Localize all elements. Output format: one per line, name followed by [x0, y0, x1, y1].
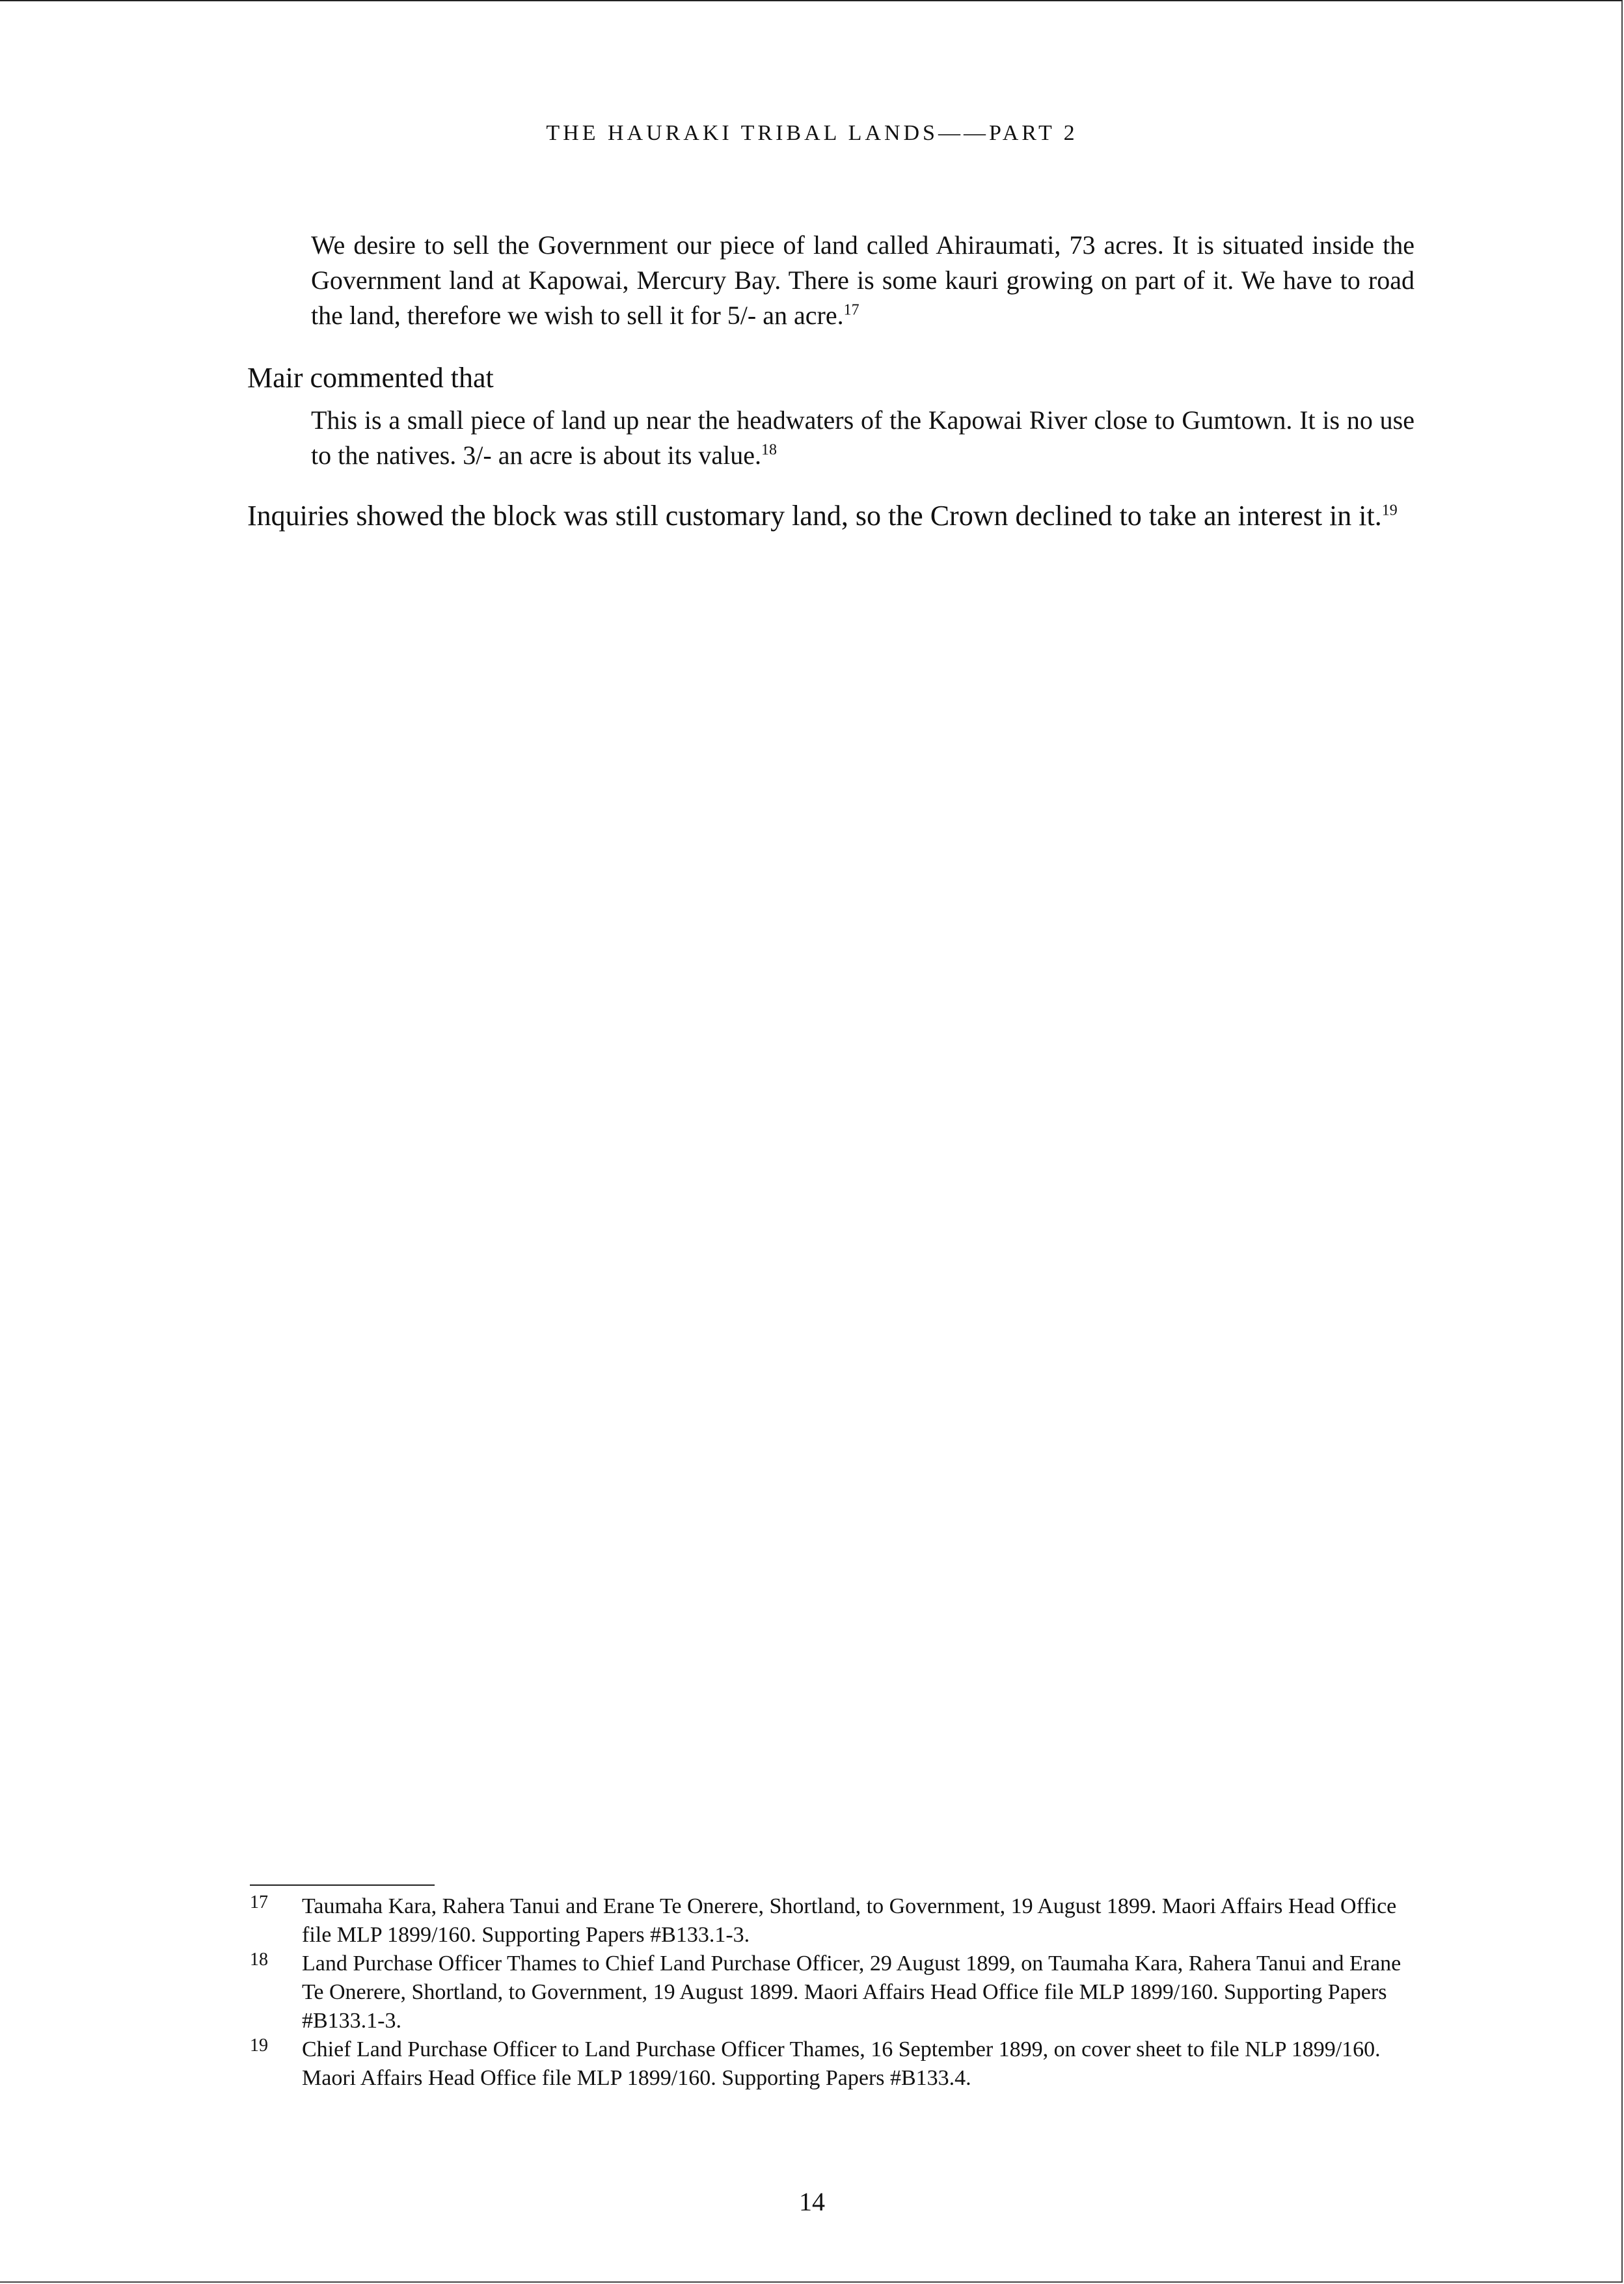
- footnote-text: Taumaha Kara, Rahera Tanui and Erane Te Onerere, Shortland, to Government, 19 August 1899. Maori Affairs Head Office file MLP 1899/160. Supporting Papers #B133.1-3.: [302, 1894, 1397, 1947]
- footnote-number: 18: [250, 1950, 268, 1970]
- footnote-ref-18[interactable]: 18: [761, 441, 778, 459]
- block-quote-text: We desire to sell the Government our piece of land called Ahiraumati, 73 acres. It is situated inside the Government land at Kapowai, Mercury Bay. There is some kauri growing on part of it. We have to road the land, therefore we wish to sell it for 5/- an acre.: [311, 230, 1414, 330]
- block-quote-text: This is a small piece of land up near the headwaters of the Kapowai River close to Gumtown. It is no use to the natives. 3/- an acre is about its value.: [311, 405, 1414, 470]
- footnote-ref-19[interactable]: 19: [1381, 502, 1398, 519]
- footnote-17: [250, 1892, 1414, 1950]
- footnote-ref-17[interactable]: 17: [843, 301, 859, 319]
- footnote-text: Chief Land Purchase Officer to Land Purchase Officer Thames, 16 September 1899, on cover sheet to file NLP 1899/160. Maori Affairs Head Office file MLP 1899/160. Supporting Papers #B133.4.: [302, 2037, 1381, 2090]
- footnote-number: 17: [250, 1892, 268, 1912]
- body-paragraph-text: Inquiries showed the block was still customary land, so the Crown declined to take an interest in it.: [247, 500, 1382, 532]
- body-paragraph-inquiries: [247, 495, 1414, 537]
- page-number: 14: [799, 2187, 825, 2216]
- footnote-19: [250, 2035, 1414, 2093]
- running-header: THE HAURAKI TRIBAL LANDS——PART 2: [546, 121, 1078, 145]
- block-quote-sale-offer: [311, 228, 1414, 333]
- block-quote-mair-comment: [311, 403, 1414, 473]
- body-paragraph-lead-in: Mair commented that: [247, 362, 494, 394]
- footnote-text: Land Purchase Officer Thames to Chief Land Purchase Officer, 29 August 1899, on Taumaha Kara, Rahera Tanui and Erane Te Onerere, Shortland, to Government, 19 August 1899. Maori Affairs Head Office file MLP 1899/160. Supporting Papers #B133.1-3.: [302, 1951, 1401, 2033]
- footnotes-section: [250, 1892, 1414, 2093]
- footnote-number: 19: [250, 2035, 268, 2056]
- footnote-18: [250, 1950, 1414, 2035]
- footnote-separator: [250, 1884, 435, 1886]
